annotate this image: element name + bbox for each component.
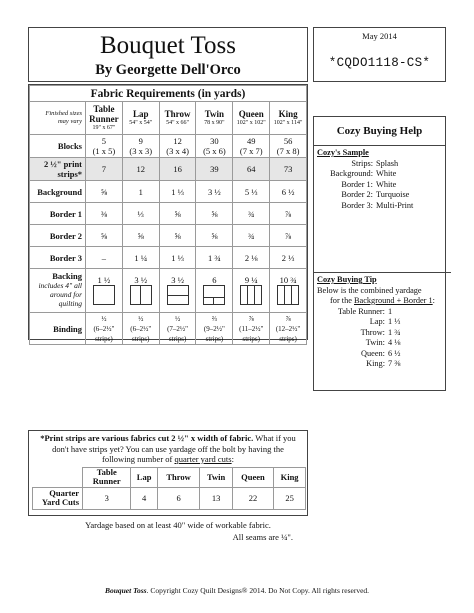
print-strips-note-box	[28, 430, 308, 516]
col-header: Queen 102" x 102"	[233, 102, 270, 135]
col-header: Twin 78 x 90"	[196, 102, 233, 135]
date-code-box	[313, 27, 446, 82]
size-note: Finished sizes may vary	[30, 102, 86, 135]
table-row: Quarter Yard Cuts 3 4 6 13 22 25	[33, 487, 306, 509]
backing-diagram-icon	[203, 285, 225, 305]
list-item: Queen: 6 ½	[361, 348, 401, 358]
title-box	[28, 27, 308, 82]
table-row-backing: Backing includes 4" all around for quilting 1 ½ 3 ½ 3 ½ 6 9 ¼ 10 ¾	[30, 269, 307, 313]
table-row-background: Background ⅝ 1 1 ⅓ 3 ½ 5 ⅓ 6 ½	[30, 181, 307, 203]
table-row-border-2: Border 2 ⅝ ⅝ ⅝ ⅝ ¾ ⅞	[30, 225, 307, 247]
list-item: Border 3: Multi-Print	[341, 200, 414, 210]
col-header: Throw 54" x 66"	[159, 102, 196, 135]
product-code: *CQDO1118-CS*	[328, 56, 431, 70]
table-caption: Fabric Requirements (in yards)	[30, 86, 307, 102]
backing-diagram-icon	[167, 285, 189, 305]
list-item: Lap: 1 ⅓	[369, 317, 401, 326]
table-row-border-3: Border 3 – 1 ¼ 1 ⅓ 1 ¾ 2 ⅛ 2 ⅓	[30, 247, 307, 269]
table-row-border-1: Border 1 ⅜ ⅓ ⅝ ⅝ ¾ ⅞	[30, 203, 307, 225]
yardage-note: Yardage based on at least 40" wide of workable fabric. All seams are ¼".	[85, 520, 293, 542]
list-item: Border 2: Turquoise	[341, 190, 410, 199]
quarter-yard-table: Table Runner Lap Throw Twin Queen King Quarter Yard Cuts 3 4 6 13 22 25	[32, 467, 306, 510]
buying-help-box	[313, 116, 446, 391]
list-item: Table Runner: 1	[337, 306, 393, 316]
issue-date: May 2014	[362, 31, 397, 41]
backing-diagram-icon	[240, 285, 262, 305]
buying-help-title: Cozy Buying Help	[314, 117, 445, 146]
table-row-blocks: Blocks 5 (1 x 5) 9 (3 x 3) 12 (3 x 4) 30 (5 x 6) 49 (7 x 7) 56 (7 x 8)	[30, 135, 307, 158]
sample-section: Cozy's Sample Strips: Splash Background: White Border 1: White Border 2: Turquoise Border 3: Multi-Print	[314, 146, 445, 213]
table-row-strips: 2 ½" print strips* 7 12 16 39 64 73	[30, 158, 307, 181]
designer-byline: By Georgette Dell'Orco	[95, 62, 241, 78]
col-header: Table Runner 19" x 67"	[86, 102, 123, 135]
list-item: Strips: Splash	[351, 158, 399, 168]
col-header: Lap 54" x 54"	[122, 102, 159, 135]
fabric-requirements-table	[29, 85, 307, 345]
list-item: Border 1: White	[341, 179, 397, 189]
backing-diagram-icon	[130, 285, 152, 305]
fabric-requirements-box	[28, 84, 308, 343]
pattern-title: Bouquet Toss	[100, 32, 236, 59]
backing-diagram-icon	[277, 285, 299, 305]
note-text: *Print strips are various fabrics cut 2 ½" x width of fabric. What if you don't have strips yet? You can use yardage off the bolt by having the following number of quarter yard cuts:	[40, 433, 296, 464]
list-item: King: 7 ⅜	[366, 359, 401, 368]
backing-diagram-icon	[93, 285, 115, 305]
list-item: Twin: 4 ⅛	[365, 338, 401, 347]
list-item: Throw: 1 ¾	[360, 327, 401, 337]
table-row-binding: Binding ½ (6–2½" strips) ½ (6–2½" strips) ½ (7–2½" strips) ⅔ (9–2½" strips) ⅞ (11–2½" strips) ⅞ (12–2½" strips)	[30, 313, 307, 345]
list-item: Background: White	[330, 169, 397, 178]
copyright-footer: Bouquet Toss. Copyright Cozy Quilt Designs® 2014. Do Not Copy. All rights reserved.	[104, 586, 370, 595]
col-header: King 102" x 114"	[270, 102, 307, 135]
buying-tip-section: Cozy Buying Tip Below is the combined yardage for the Background + Border 1: Table Runner: 1 Lap: 1 ⅓ Throw: 1 ¾ Twin: 4 ⅛ Queen: 6 ½ King: 7 ⅜	[314, 272, 451, 372]
